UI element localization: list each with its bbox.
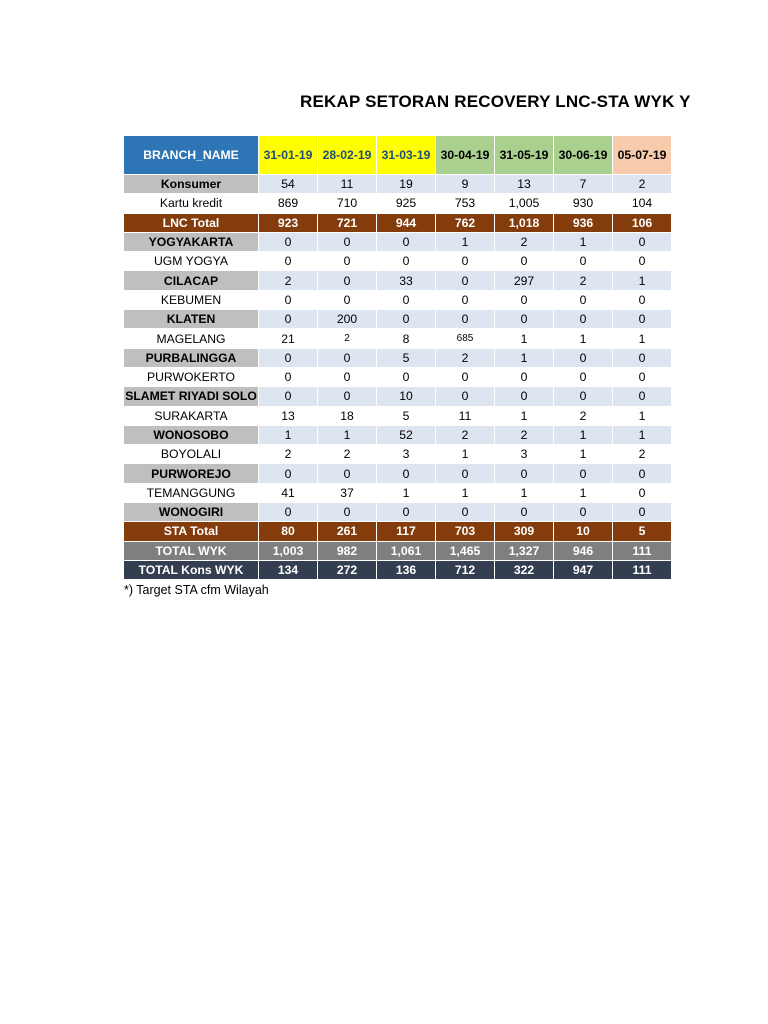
table-cell: 0: [613, 232, 672, 251]
table-cell: 721: [318, 213, 377, 232]
table-row: [124, 310, 672, 329]
table-cell: 7: [554, 175, 613, 194]
table-cell: 0: [554, 252, 613, 271]
table-cell: 11: [436, 406, 495, 425]
table-cell: 0: [259, 464, 318, 483]
table-cell: 261: [318, 522, 377, 541]
table-cell: 685: [436, 329, 495, 348]
table-cell: 0: [377, 464, 436, 483]
row-label: SURAKARTA: [124, 406, 259, 425]
table-cell: 18: [318, 406, 377, 425]
table-cell: 0: [613, 367, 672, 386]
table-row: [124, 194, 672, 213]
table-cell: 200: [318, 310, 377, 329]
table-row: [124, 252, 672, 271]
table-cell: 0: [259, 367, 318, 386]
row-label: PURWOKERTO: [124, 367, 259, 386]
table-cell: 0: [554, 310, 613, 329]
table-cell: 10: [554, 522, 613, 541]
table-cell: 0: [495, 252, 554, 271]
table-cell: 0: [259, 387, 318, 406]
table-cell: 0: [613, 387, 672, 406]
table-cell: 0: [318, 503, 377, 522]
table-row: [124, 503, 672, 522]
table-cell: 0: [554, 387, 613, 406]
table-cell: 710: [318, 194, 377, 213]
table-row: [124, 271, 672, 290]
table-cell: 936: [554, 213, 613, 232]
row-label: MAGELANG: [124, 329, 259, 348]
table-cell: 8: [377, 329, 436, 348]
table-cell: 0: [495, 290, 554, 309]
table-cell: 1: [436, 232, 495, 251]
table-cell: 33: [377, 271, 436, 290]
table-cell: 9: [436, 175, 495, 194]
table-cell: 0: [259, 290, 318, 309]
table-cell: 134: [259, 560, 318, 579]
column-header-date: 28-02-19: [318, 136, 377, 175]
table-cell: 2: [318, 329, 377, 348]
table-cell: 52: [377, 425, 436, 444]
table-cell: 1: [495, 406, 554, 425]
table-cell: 2: [554, 406, 613, 425]
table-cell: 930: [554, 194, 613, 213]
table-cell: 0: [436, 290, 495, 309]
table-cell: 5: [613, 522, 672, 541]
table-cell: 0: [436, 310, 495, 329]
table-cell: 0: [377, 252, 436, 271]
table-cell: 0: [495, 367, 554, 386]
table-row: [124, 445, 672, 464]
row-label: KEBUMEN: [124, 290, 259, 309]
table-cell: 0: [613, 503, 672, 522]
table-cell: 923: [259, 213, 318, 232]
table-cell: 869: [259, 194, 318, 213]
row-label: PURBALINGGA: [124, 348, 259, 367]
table-cell: 1: [259, 425, 318, 444]
table-cell: 753: [436, 194, 495, 213]
table-row: [124, 522, 672, 541]
table-cell: 3: [495, 445, 554, 464]
table-cell: 1: [554, 232, 613, 251]
table-cell: 1,005: [495, 194, 554, 213]
table-cell: 1,061: [377, 541, 436, 560]
table-cell: 925: [377, 194, 436, 213]
table-cell: 0: [259, 252, 318, 271]
table-cell: 0: [318, 290, 377, 309]
table-cell: 1: [436, 445, 495, 464]
footnote: *) Target STA cfm Wilayah: [124, 583, 269, 597]
table-cell: 0: [377, 290, 436, 309]
table-row: [124, 425, 672, 444]
table-cell: 946: [554, 541, 613, 560]
table-cell: 2: [554, 271, 613, 290]
table-cell: 0: [259, 348, 318, 367]
row-label: SLAMET RIYADI SOLO: [124, 387, 259, 406]
row-label: CILACAP: [124, 271, 259, 290]
table-cell: 0: [436, 464, 495, 483]
table-cell: 104: [613, 194, 672, 213]
column-header-date: 05-07-19: [613, 136, 672, 175]
table-cell: 0: [613, 483, 672, 502]
table-cell: 0: [495, 464, 554, 483]
table-cell: 54: [259, 175, 318, 194]
table-cell: 1: [554, 425, 613, 444]
table-cell: 0: [436, 367, 495, 386]
table-cell: 0: [554, 367, 613, 386]
row-label: PURWOREJO: [124, 464, 259, 483]
column-header-date: 30-06-19: [554, 136, 613, 175]
table-cell: 2: [436, 348, 495, 367]
row-label: WONOSOBO: [124, 425, 259, 444]
table-cell: 1: [495, 348, 554, 367]
table-row: [124, 213, 672, 232]
table-cell: 2: [318, 445, 377, 464]
table-cell: 10: [377, 387, 436, 406]
table-cell: 5: [377, 348, 436, 367]
table-cell: 1,003: [259, 541, 318, 560]
table-cell: 0: [554, 348, 613, 367]
row-label: LNC Total: [124, 213, 259, 232]
table-cell: 1,018: [495, 213, 554, 232]
table-row: [124, 483, 672, 502]
table-cell: 1: [613, 271, 672, 290]
table-row: [124, 464, 672, 483]
table-row: [124, 232, 672, 251]
table-cell: 117: [377, 522, 436, 541]
table-cell: 947: [554, 560, 613, 579]
row-label: YOGYAKARTA: [124, 232, 259, 251]
table-cell: 944: [377, 213, 436, 232]
table-cell: 0: [377, 367, 436, 386]
row-label: Konsumer: [124, 175, 259, 194]
column-header-branch-name: BRANCH_NAME: [124, 136, 259, 175]
table-row: [124, 560, 672, 579]
table-cell: 0: [436, 503, 495, 522]
table-cell: 2: [436, 425, 495, 444]
table-cell: 37: [318, 483, 377, 502]
table-cell: 309: [495, 522, 554, 541]
table-cell: 0: [377, 232, 436, 251]
row-label: STA Total: [124, 522, 259, 541]
table-cell: 0: [613, 348, 672, 367]
table-cell: 80: [259, 522, 318, 541]
table-cell: 19: [377, 175, 436, 194]
table-cell: 2: [259, 445, 318, 464]
table-row: [124, 290, 672, 309]
table-cell: 3: [377, 445, 436, 464]
table-row: [124, 541, 672, 560]
row-label: UGM YOGYA: [124, 252, 259, 271]
table-cell: 0: [554, 503, 613, 522]
table-cell: 762: [436, 213, 495, 232]
table-row: [124, 348, 672, 367]
table-cell: 1: [554, 329, 613, 348]
table-cell: 1: [613, 425, 672, 444]
table-cell: 5: [377, 406, 436, 425]
table-cell: 0: [613, 252, 672, 271]
table-cell: 2: [613, 445, 672, 464]
recovery-table: [123, 135, 672, 580]
table-cell: 1: [495, 483, 554, 502]
table-cell: 0: [259, 310, 318, 329]
table-cell: 982: [318, 541, 377, 560]
table-cell: 136: [377, 560, 436, 579]
table-row: [124, 329, 672, 348]
table-cell: 0: [377, 310, 436, 329]
row-label: TEMANGGUNG: [124, 483, 259, 502]
table-cell: 0: [436, 387, 495, 406]
table-cell: 297: [495, 271, 554, 290]
table-cell: 0: [318, 367, 377, 386]
table-cell: 1: [613, 329, 672, 348]
table-cell: 703: [436, 522, 495, 541]
table-cell: 41: [259, 483, 318, 502]
table-cell: 111: [613, 541, 672, 560]
row-label: TOTAL Kons WYK: [124, 560, 259, 579]
table-cell: 0: [436, 252, 495, 271]
table-cell: 0: [318, 348, 377, 367]
column-header-date: 31-03-19: [377, 136, 436, 175]
table-row: [124, 367, 672, 386]
table-cell: 13: [259, 406, 318, 425]
table-cell: 0: [554, 464, 613, 483]
page-title: REKAP SETORAN RECOVERY LNC-STA WYK Y: [300, 92, 691, 111]
table-cell: 106: [613, 213, 672, 232]
table-cell: 1: [495, 329, 554, 348]
table-cell: 0: [259, 232, 318, 251]
table-cell: 1: [613, 406, 672, 425]
table-cell: 0: [495, 310, 554, 329]
table-cell: 2: [613, 175, 672, 194]
table-cell: 0: [495, 503, 554, 522]
table-cell: 0: [318, 464, 377, 483]
table-cell: 0: [554, 290, 613, 309]
table-cell: 2: [259, 271, 318, 290]
table-cell: 1: [554, 483, 613, 502]
row-label: Kartu kredit: [124, 194, 259, 213]
table-cell: 0: [436, 271, 495, 290]
table-cell: 0: [613, 310, 672, 329]
row-label: BOYOLALI: [124, 445, 259, 464]
table-cell: 0: [318, 252, 377, 271]
table-cell: 0: [377, 503, 436, 522]
table-cell: 272: [318, 560, 377, 579]
table-cell: 0: [495, 387, 554, 406]
table-body: [124, 175, 672, 580]
table-cell: 0: [613, 290, 672, 309]
table-cell: 0: [613, 464, 672, 483]
table-cell: 1,465: [436, 541, 495, 560]
column-header-date: 31-01-19: [259, 136, 318, 175]
table-cell: 11: [318, 175, 377, 194]
table-cell: 1,327: [495, 541, 554, 560]
table-cell: 712: [436, 560, 495, 579]
table-cell: 0: [259, 503, 318, 522]
table-cell: 13: [495, 175, 554, 194]
table-cell: 322: [495, 560, 554, 579]
row-label: TOTAL WYK: [124, 541, 259, 560]
column-header-date: 31-05-19: [495, 136, 554, 175]
table-cell: 1: [436, 483, 495, 502]
table-cell: 1: [554, 445, 613, 464]
table-cell: 0: [318, 271, 377, 290]
row-label: WONOGIRI: [124, 503, 259, 522]
table-row: [124, 387, 672, 406]
table-cell: 0: [318, 232, 377, 251]
table-row: [124, 175, 672, 194]
table-header-row: [124, 136, 672, 175]
table-cell: 2: [495, 232, 554, 251]
table-cell: 0: [318, 387, 377, 406]
table-cell: 21: [259, 329, 318, 348]
column-header-date: 30-04-19: [436, 136, 495, 175]
table-row: [124, 406, 672, 425]
table-cell: 1: [318, 425, 377, 444]
table-cell: 1: [377, 483, 436, 502]
table-cell: 111: [613, 560, 672, 579]
table-cell: 2: [495, 425, 554, 444]
row-label: KLATEN: [124, 310, 259, 329]
